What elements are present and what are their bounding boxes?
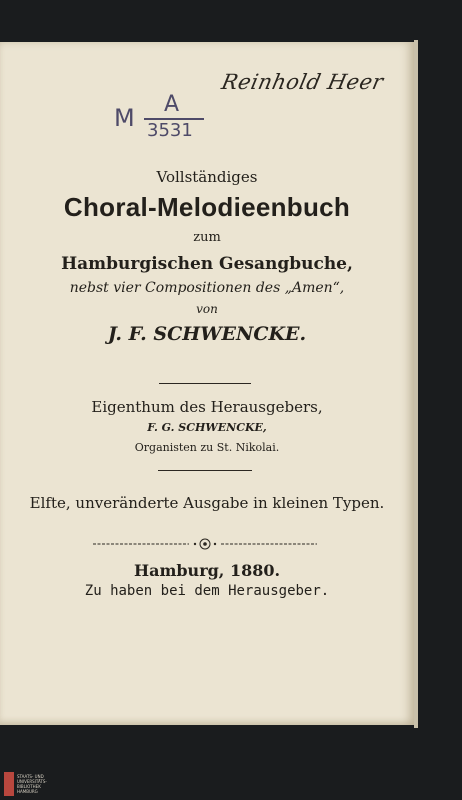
author-name: J. F. SCHWENCKE. <box>107 323 307 345</box>
ownership-line: Eigenthum des Herausgebers, <box>91 398 323 416</box>
publisher-name: F. G. SCHWENCKE, <box>147 421 267 434</box>
library-stamp-text: STAATS- UND UNIVERSITÄTS- BIBLIOTHEK HAMBURG <box>17 774 47 794</box>
main-title: Choral-Melodieenbuch <box>63 192 351 222</box>
ornament-rule <box>93 537 317 551</box>
edition-statement: Elfte, unveränderte Ausgabe in kleinen Typen. <box>29 494 385 512</box>
title-compositionen: nebst vier Compositionen des „Amen“, <box>69 280 345 296</box>
imprint: Hamburg, 1880. <box>133 561 281 580</box>
library-logo-icon <box>4 772 14 796</box>
shelfmark-letter: M <box>114 104 135 132</box>
library-stamp <box>4 772 46 796</box>
title-zum: zum <box>193 230 221 245</box>
owner-signature: Reinhold Heer <box>219 70 386 94</box>
page-edge <box>414 40 418 728</box>
availability-line: Zu haben bei dem Herausgeber. <box>84 583 330 599</box>
title-von: von <box>196 302 218 316</box>
divider-rule <box>158 470 252 471</box>
shelfmark-top: A <box>164 92 180 117</box>
divider-rule <box>159 383 251 384</box>
title-gesangbuch: Hamburgischen Gesangbuche, <box>61 254 353 274</box>
shelfmark-number: 3531 <box>147 120 193 141</box>
subtitle-vollstaendiges: Vollständiges <box>156 168 258 186</box>
publisher-role: Organisten zu St. Nikolai. <box>134 441 280 454</box>
